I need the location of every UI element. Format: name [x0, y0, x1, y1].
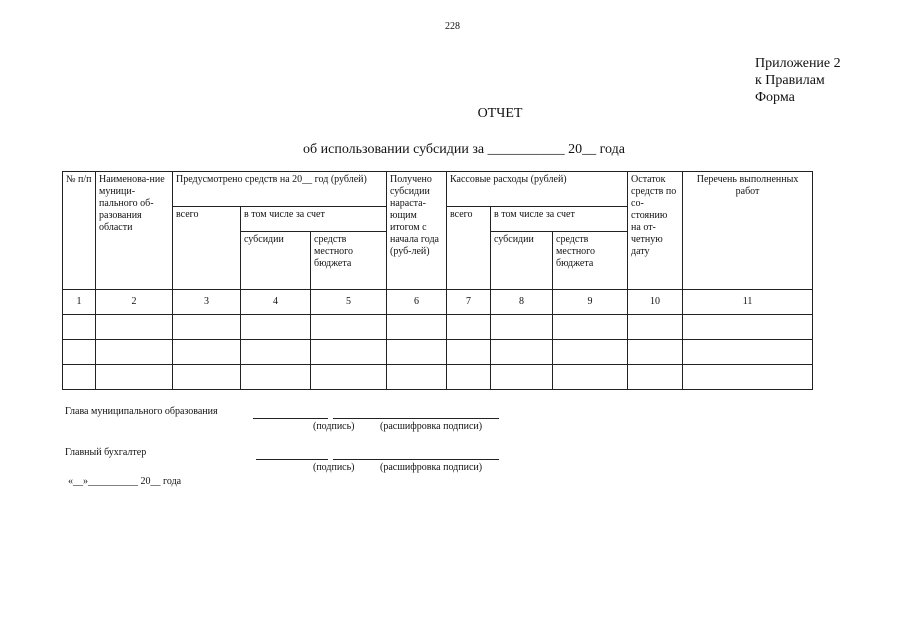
column-number: 11	[683, 290, 813, 315]
column-number: 10	[628, 290, 683, 315]
table-row	[63, 340, 813, 365]
header-cash-expenses: Кассовые расходы (рублей)	[447, 172, 628, 207]
column-number: 9	[553, 290, 628, 315]
document-title: ОТЧЕТ	[477, 106, 523, 121]
header-works: Перечень выполненных работ	[683, 172, 813, 290]
header-cash-total: всего	[447, 207, 491, 290]
table-row	[63, 365, 813, 390]
head-signature-caption: (подпись)	[313, 421, 355, 432]
head-signature-label: Глава муниципального образования	[65, 406, 218, 417]
header-planned-subsidy: субсидии	[241, 232, 311, 290]
column-number: 4	[241, 290, 311, 315]
accountant-signature-line	[256, 449, 328, 460]
column-number: 7	[447, 290, 491, 315]
report-table	[62, 171, 813, 390]
column-number-row	[63, 290, 813, 315]
header-no: № п/п	[63, 172, 96, 290]
header-row-1	[63, 172, 813, 207]
accountant-signature-label: Главный бухгалтер	[65, 447, 147, 458]
header-planned-local: средств местного бюджета	[311, 232, 387, 290]
header-received: Получено субсидии нараста-ющим итогом с начала года (руб-лей)	[387, 172, 447, 290]
date-line: «__»__________ 20__ года	[68, 476, 182, 487]
header-cash-subsidy: субсидии	[491, 232, 553, 290]
header-cash-including: в том числе за счет	[491, 207, 628, 232]
column-number: 1	[63, 290, 96, 315]
header-municipality: Наименова-ние муници-пального об-разования области	[96, 172, 173, 290]
accountant-decoding-line	[333, 449, 499, 460]
appendix-line-2: к Правилам	[755, 73, 825, 88]
column-number: 2	[96, 290, 173, 315]
head-decoding-line	[333, 408, 499, 419]
accountant-decoding-caption: (расшифровка подписи)	[380, 462, 483, 473]
header-planned-including: в том числе за счет	[241, 207, 387, 232]
head-decoding-caption: (расшифровка подписи)	[380, 421, 483, 432]
accountant-signature-caption: (подпись)	[313, 462, 355, 473]
header-balance: Остаток средств по со-стоянию на от-четную дату	[628, 172, 683, 290]
header-planned: Предусмотрено средств на 20__ год (рублей)	[173, 172, 387, 207]
appendix-line-1: Приложение 2	[755, 56, 841, 71]
header-cash-local: средств местного бюджета	[553, 232, 628, 290]
head-signature-line	[253, 408, 328, 419]
appendix-note	[755, 55, 895, 106]
column-number: 8	[491, 290, 553, 315]
column-number: 3	[173, 290, 241, 315]
page-number: 228	[445, 21, 460, 32]
column-number: 5	[311, 290, 387, 315]
column-number: 6	[387, 290, 447, 315]
header-planned-total: всего	[173, 207, 241, 290]
table-row	[63, 315, 813, 340]
document-subtitle: об использовании субсидии за ___________ 20__ года	[303, 142, 625, 157]
appendix-line-3: Форма	[755, 90, 795, 105]
